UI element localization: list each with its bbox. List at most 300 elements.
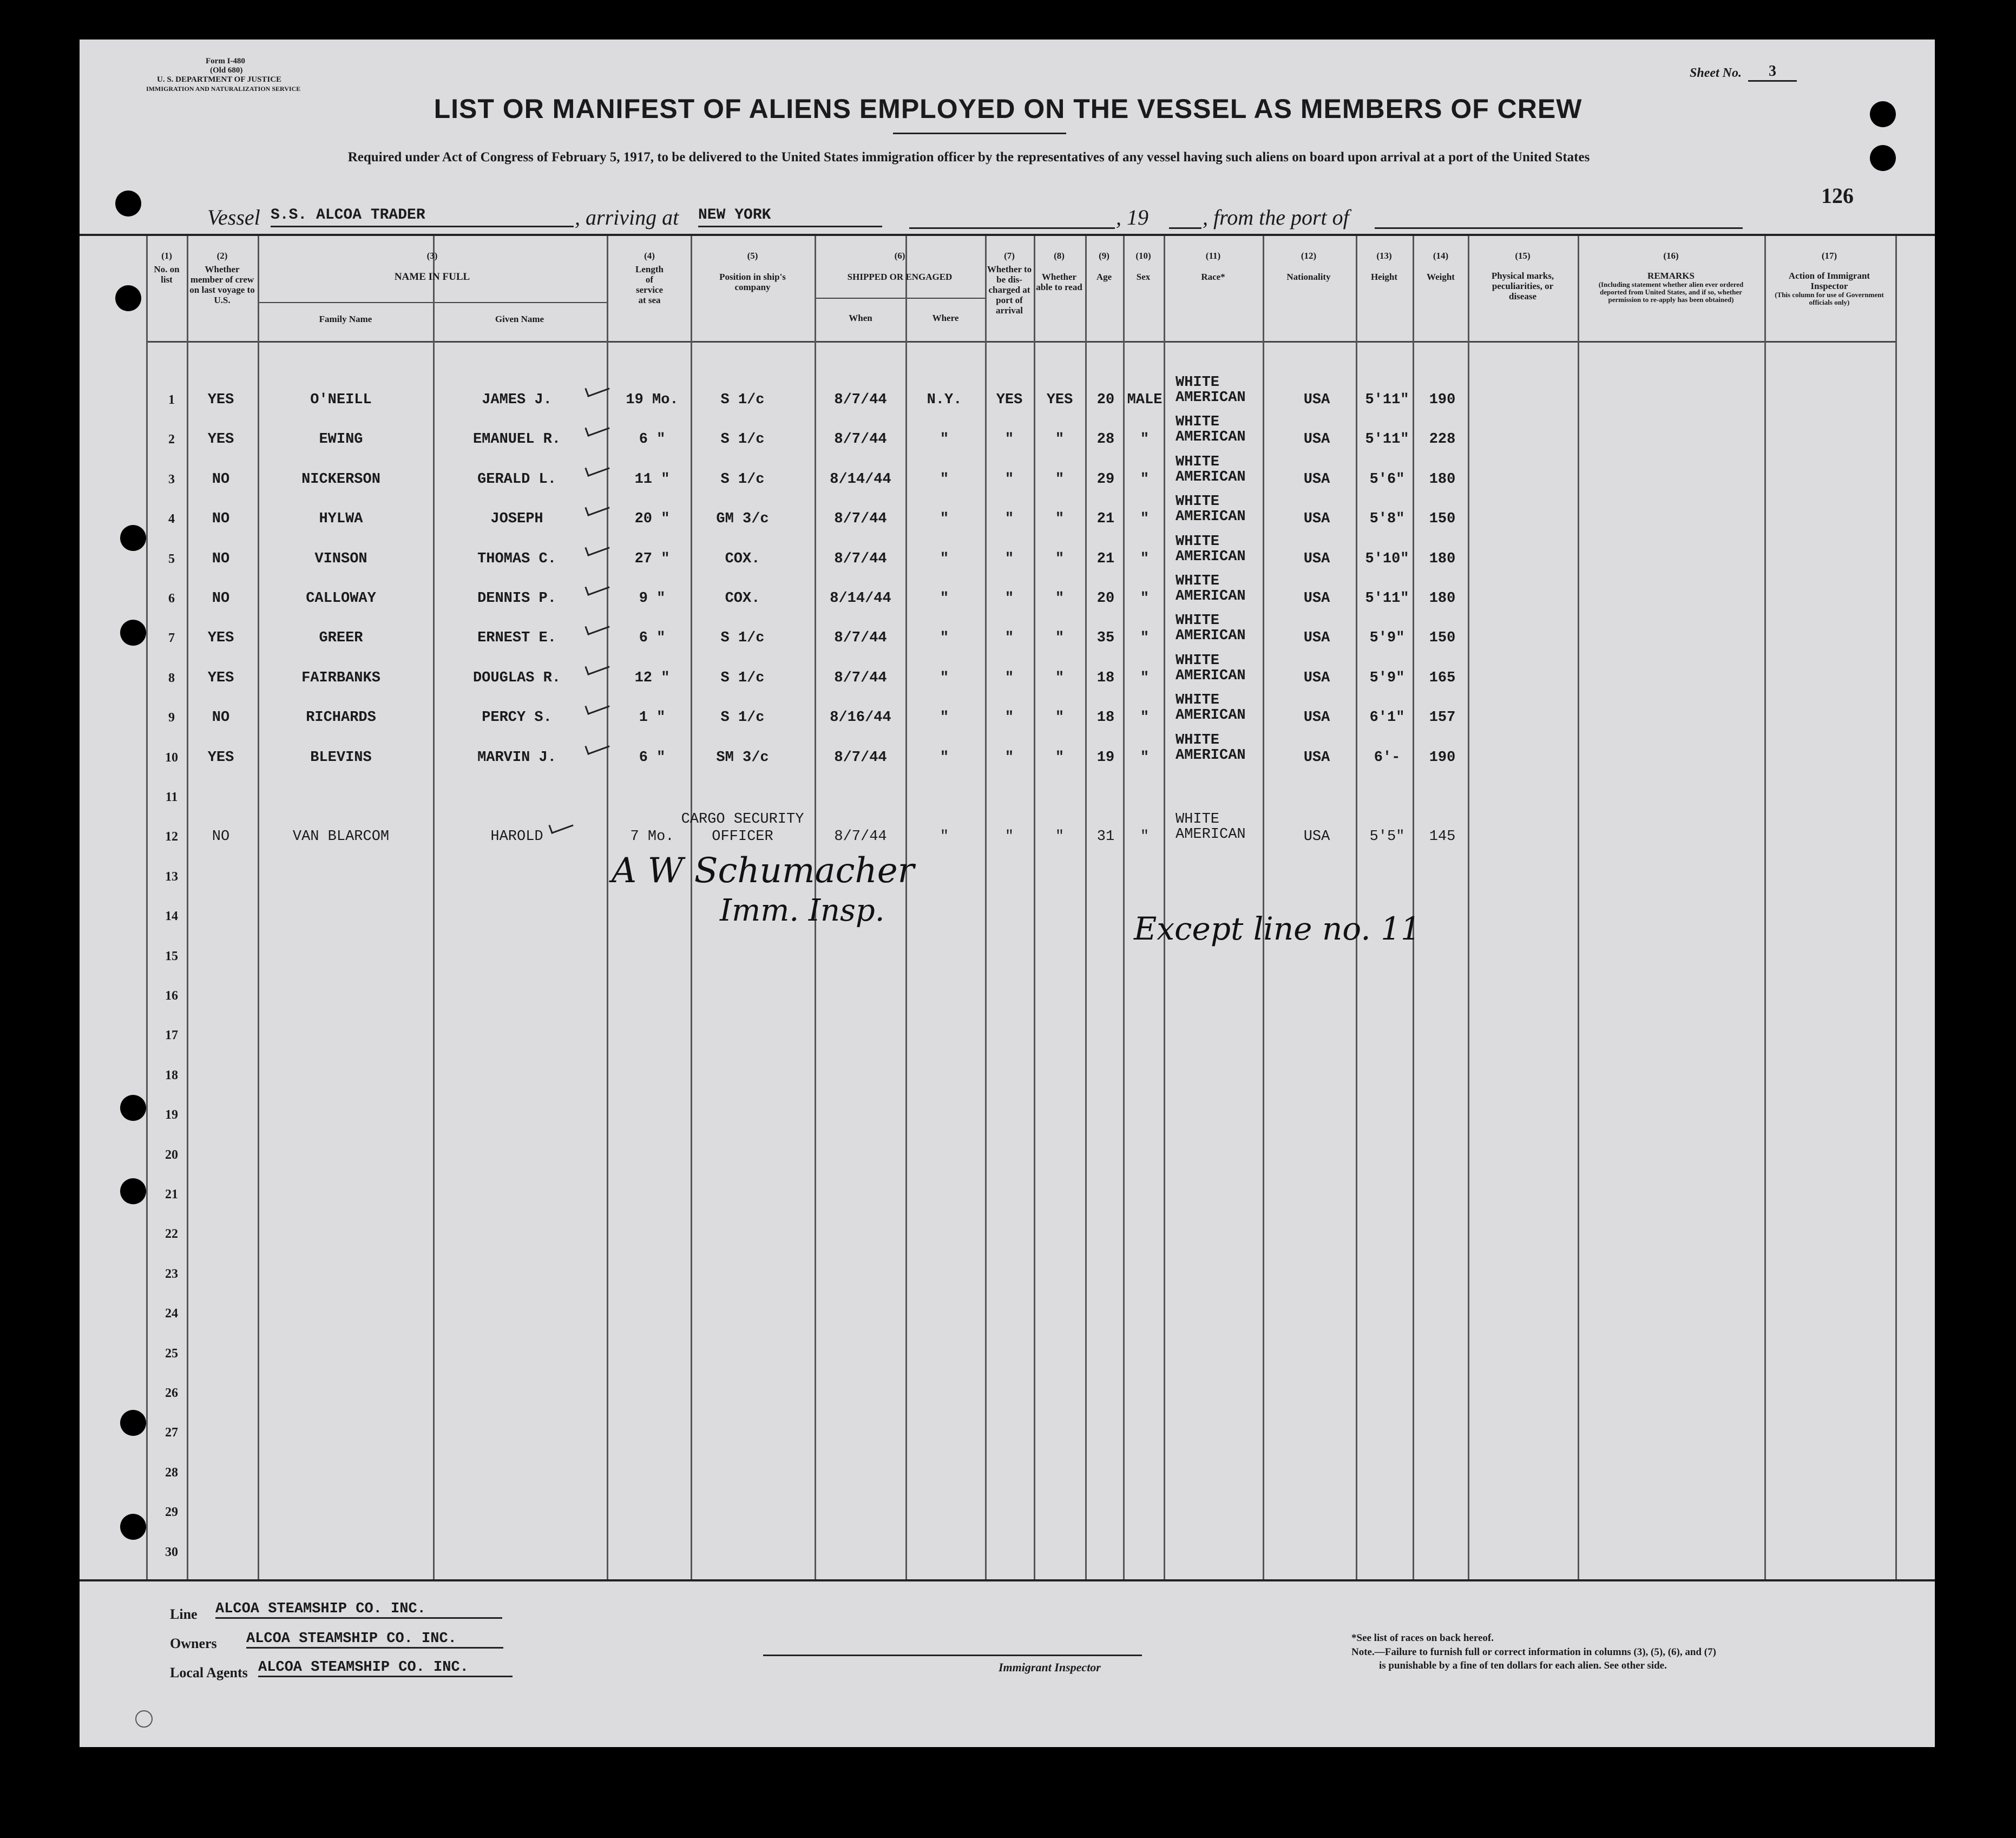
row-number: 21 xyxy=(165,1187,178,1202)
footnote-penalty-cont: is punishable by a fine of ten dollars for each alien. See other side. xyxy=(1379,1660,1667,1671)
nationality-cell: USA xyxy=(1303,471,1330,488)
position-cell: S 1/c xyxy=(720,669,765,686)
exception-note: Except line no. 11 xyxy=(1134,910,1421,947)
col3a-header: Family Name xyxy=(319,314,372,324)
race-cell-line2: AMERICAN xyxy=(1176,707,1246,724)
member-cell: NO xyxy=(212,590,230,607)
page-title: LIST OR MANIFEST OF ALIENS EMPLOYED ON THE VESSEL AS MEMBERS OF CREW xyxy=(434,94,1582,124)
column-rule xyxy=(1578,236,1579,1579)
col6-label: SHIPPED OR ENGAGED xyxy=(847,272,953,282)
row-number: 1 xyxy=(168,393,175,407)
col1-header xyxy=(150,251,183,285)
shipped-where-cell: " xyxy=(940,749,949,766)
position-cell: S 1/c xyxy=(720,392,765,408)
age-cell: 19 xyxy=(1096,749,1115,766)
shipped-where-cell: " xyxy=(940,669,949,686)
discharged-cell: " xyxy=(1004,710,1014,726)
weight-cell: 180 xyxy=(1429,590,1456,607)
col16-header xyxy=(1578,251,1764,304)
weight-cell: 180 xyxy=(1429,550,1456,567)
col14-header xyxy=(1414,251,1468,282)
race-cell-line2: AMERICAN xyxy=(1176,588,1246,605)
able-to-read-cell: " xyxy=(1055,431,1065,448)
height-cell: 5'11" xyxy=(1365,431,1409,448)
given-name-cell: MARVIN J. xyxy=(477,749,556,766)
year-blank xyxy=(1169,207,1201,229)
nationality-cell: USA xyxy=(1303,392,1330,408)
position-cell: S 1/c xyxy=(720,710,765,726)
member-cell: NO xyxy=(212,829,230,845)
col17-sublabel: (This column for use of Government officials only) xyxy=(1775,291,1884,306)
service-length-cell: 11 " xyxy=(634,471,670,488)
member-cell: NO xyxy=(212,710,230,726)
given-name-cell: JAMES J. xyxy=(482,392,552,408)
discharged-cell: " xyxy=(1004,749,1014,766)
col13-label: Height xyxy=(1370,272,1398,282)
family-name-cell: GREER xyxy=(319,630,363,647)
row-number: 13 xyxy=(165,869,178,884)
line-label: Line xyxy=(170,1606,198,1622)
position-cell: S 1/c xyxy=(720,431,765,448)
race-cell-line2: AMERICAN xyxy=(1176,667,1246,684)
age-cell: 20 xyxy=(1096,392,1115,408)
row-number: 4 xyxy=(168,512,175,527)
col6-num: (6) xyxy=(894,251,905,261)
race-cell-line1: WHITE xyxy=(1176,811,1220,828)
header-bottom-rule xyxy=(146,341,1895,343)
height-cell: 5'9" xyxy=(1369,669,1405,686)
able-to-read-cell: " xyxy=(1055,749,1065,766)
col3-label: NAME IN FULL xyxy=(394,271,470,283)
nationality-cell: USA xyxy=(1303,829,1330,845)
col7-label: Whether to be dis-charged at port of arrival xyxy=(987,264,1032,316)
member-cell: NO xyxy=(212,511,230,528)
col4-header xyxy=(609,251,690,305)
nationality-cell: USA xyxy=(1303,669,1330,686)
age-cell: 35 xyxy=(1096,630,1115,647)
discharged-cell: " xyxy=(1004,550,1014,567)
sex-cell: " xyxy=(1140,829,1150,845)
col7-num: (7) xyxy=(1004,251,1015,261)
row-number: 10 xyxy=(165,750,178,765)
race-cell-line2: AMERICAN xyxy=(1176,826,1246,843)
col14-label: Weight xyxy=(1427,272,1455,282)
discharged-cell: " xyxy=(1004,590,1014,607)
row-number: 16 xyxy=(165,989,178,1003)
weight-cell: 165 xyxy=(1429,669,1456,686)
able-to-read-cell: " xyxy=(1055,829,1065,845)
shipped-when-cell: 8/14/44 xyxy=(830,590,891,607)
shipped-where-cell: " xyxy=(940,550,949,567)
col15-num: (15) xyxy=(1515,251,1531,261)
shipped-where-cell: " xyxy=(940,471,949,488)
name-subheader-rule xyxy=(258,302,607,303)
shipped-where-cell: " xyxy=(940,710,949,726)
position-cell-line1: CARGO SECURITY xyxy=(681,811,804,828)
given-name-cell: JOSEPH xyxy=(490,511,543,528)
from-port-label: , from the port of xyxy=(1203,205,1349,229)
inspector-title: Imm. Insp. xyxy=(720,893,885,928)
position-cell: COX. xyxy=(725,590,760,607)
shipped-where-cell: " xyxy=(940,630,949,647)
col2-header xyxy=(188,251,256,305)
age-cell: 20 xyxy=(1096,590,1115,607)
row-number: 17 xyxy=(165,1028,178,1043)
race-cell-line2: AMERICAN xyxy=(1176,509,1246,526)
sex-cell: " xyxy=(1140,590,1150,607)
position-cell: SM 3/c xyxy=(716,749,769,766)
col6-header xyxy=(815,251,985,282)
col11-label: Race* xyxy=(1201,272,1225,282)
discharged-cell: " xyxy=(1004,829,1014,845)
row-number: 27 xyxy=(165,1426,178,1440)
shipped-when-cell: 8/7/44 xyxy=(834,550,887,567)
col3-header xyxy=(258,251,607,282)
column-rule xyxy=(1895,236,1897,1579)
member-cell: YES xyxy=(207,392,234,408)
column-rule xyxy=(433,236,435,1579)
weight-cell: 228 xyxy=(1429,431,1456,448)
position-cell: S 1/c xyxy=(720,471,765,488)
given-name-cell: THOMAS C. xyxy=(477,550,556,567)
col9-num: (9) xyxy=(1099,251,1109,261)
row-number: 30 xyxy=(165,1545,178,1559)
binder-hole xyxy=(120,525,146,551)
sex-cell: " xyxy=(1140,550,1150,567)
given-name-cell: ERNEST E. xyxy=(477,630,556,647)
weight-cell: 180 xyxy=(1429,471,1456,488)
subtitle: Required under Act of Congress of February 5, 1917, to be delivered to the United States immigration officer by the representatives of any vessel having such aliens on board upon arrival at a port of the United States xyxy=(347,150,1590,165)
col17-header xyxy=(1764,251,1894,306)
row-number: 2 xyxy=(168,432,175,447)
position-cell: S 1/c xyxy=(720,630,765,647)
col11-num: (11) xyxy=(1205,251,1221,261)
race-cell-line1: WHITE xyxy=(1176,652,1220,669)
col2-label: Whether member of crew on last voyage to U.S. xyxy=(189,264,255,305)
given-name-cell: HAROLD xyxy=(490,829,543,845)
col4-num: (4) xyxy=(644,251,655,261)
col17-num: (17) xyxy=(1821,251,1837,261)
col13-num: (13) xyxy=(1376,251,1392,261)
printer-mark xyxy=(135,1710,153,1728)
discharged-cell: " xyxy=(1004,471,1014,488)
inspector-signature: A W Schumacher xyxy=(612,851,915,891)
position-cell: COX. xyxy=(725,550,760,567)
sex-cell: " xyxy=(1140,431,1150,448)
col3-num: (3) xyxy=(426,251,438,261)
able-to-read-cell: " xyxy=(1055,511,1065,528)
weight-cell: 145 xyxy=(1429,829,1456,845)
age-cell: 18 xyxy=(1096,710,1115,726)
family-name-cell: CALLOWAY xyxy=(306,590,376,607)
row-number: 6 xyxy=(168,592,175,606)
shipped-when-cell: 8/7/44 xyxy=(834,669,887,686)
race-cell-line2: AMERICAN xyxy=(1176,429,1246,446)
given-name-cell: PERCY S. xyxy=(482,710,552,726)
line-value: ALCOA STEAMSHIP CO. INC. xyxy=(215,1601,502,1619)
service-length-cell: 19 Mo. xyxy=(626,392,679,408)
row-number: 26 xyxy=(165,1386,178,1400)
family-name-cell: BLEVINS xyxy=(310,749,372,766)
agents-value: ALCOA STEAMSHIP CO. INC. xyxy=(258,1659,513,1677)
sheet-label: Sheet No. xyxy=(1690,66,1742,80)
col4-label: Length of service at sea xyxy=(635,264,664,305)
col5-header xyxy=(692,251,813,292)
row-number: 11 xyxy=(165,790,178,804)
height-cell: 5'6" xyxy=(1369,471,1405,488)
service-length-cell: 12 " xyxy=(634,669,670,686)
form-number: Form I-480 xyxy=(206,57,245,65)
binder-hole xyxy=(120,1178,146,1204)
discharged-cell: " xyxy=(1004,669,1014,686)
race-cell-line1: WHITE xyxy=(1176,613,1220,629)
able-to-read-cell: " xyxy=(1055,590,1065,607)
table-top-rule xyxy=(80,234,1935,236)
height-cell: 5'5" xyxy=(1369,829,1405,845)
col8-header xyxy=(1035,251,1083,292)
race-cell-line2: AMERICAN xyxy=(1176,390,1246,406)
able-to-read-cell: " xyxy=(1055,471,1065,488)
race-cell-line1: WHITE xyxy=(1176,414,1220,431)
shipped-when-cell: 8/7/44 xyxy=(834,749,887,766)
age-cell: 18 xyxy=(1096,669,1115,686)
col12-num: (12) xyxy=(1301,251,1317,261)
shipped-when-cell: 8/7/44 xyxy=(834,630,887,647)
service-length-cell: 27 " xyxy=(634,550,670,567)
discharged-cell: " xyxy=(1004,630,1014,647)
race-cell-line2: AMERICAN xyxy=(1176,548,1246,565)
row-number: 22 xyxy=(165,1227,178,1242)
race-cell-line1: WHITE xyxy=(1176,454,1220,470)
member-cell: YES xyxy=(207,630,234,647)
race-cell-line1: WHITE xyxy=(1176,533,1220,550)
nationality-cell: USA xyxy=(1303,511,1330,528)
form-old-number: (Old 680) xyxy=(210,66,243,75)
race-cell-line2: AMERICAN xyxy=(1176,747,1246,764)
binder-hole xyxy=(1870,145,1896,171)
col6a-header: When xyxy=(849,313,872,323)
given-name-cell: DOUGLAS R. xyxy=(472,669,561,686)
sex-cell: " xyxy=(1140,630,1150,647)
shipped-where-cell: " xyxy=(940,590,949,607)
discharged-cell: " xyxy=(1004,431,1014,448)
col10-header xyxy=(1123,251,1164,282)
shipped-when-cell: 8/7/44 xyxy=(834,431,887,448)
age-cell: 29 xyxy=(1096,471,1115,488)
row-number: 18 xyxy=(165,1068,178,1082)
age-cell: 21 xyxy=(1096,511,1115,528)
row-number: 28 xyxy=(165,1465,178,1480)
service-length-cell: 1 " xyxy=(639,710,666,726)
given-name-cell: EMANUEL R. xyxy=(472,431,561,448)
race-cell-line1: WHITE xyxy=(1176,375,1220,391)
race-cell-line2: AMERICAN xyxy=(1176,469,1246,485)
sex-cell: " xyxy=(1140,669,1150,686)
race-cell-line1: WHITE xyxy=(1176,732,1220,749)
column-rule xyxy=(1764,236,1766,1579)
family-name-cell: O'NEILL xyxy=(310,392,372,408)
weight-cell: 190 xyxy=(1429,749,1456,766)
height-cell: 5'8" xyxy=(1369,511,1405,528)
age-cell: 21 xyxy=(1096,550,1115,567)
col12-label: Nationality xyxy=(1286,272,1331,282)
member-cell: YES xyxy=(207,669,234,686)
row-number: 12 xyxy=(165,830,178,844)
department: U. S. DEPARTMENT OF JUSTICE xyxy=(157,75,282,84)
service-length-cell: 6 " xyxy=(639,431,666,448)
row-number: 3 xyxy=(168,472,175,487)
age-cell: 31 xyxy=(1096,829,1115,845)
given-name-cell: DENNIS P. xyxy=(477,590,556,607)
member-cell: YES xyxy=(207,749,234,766)
nationality-cell: USA xyxy=(1303,749,1330,766)
weight-cell: 157 xyxy=(1429,710,1456,726)
weight-cell: 150 xyxy=(1429,630,1456,647)
family-name-cell: RICHARDS xyxy=(306,710,376,726)
race-cell-line1: WHITE xyxy=(1176,494,1220,510)
inspector-signature-line xyxy=(763,1655,1142,1656)
binder-hole xyxy=(115,285,141,311)
height-cell: 5'10" xyxy=(1365,550,1409,567)
binder-hole xyxy=(120,1095,146,1121)
arriving-port: NEW YORK xyxy=(698,207,882,227)
able-to-read-cell: " xyxy=(1055,669,1065,686)
row-number: 14 xyxy=(165,909,178,924)
col13-header xyxy=(1356,251,1413,282)
family-name-cell: VINSON xyxy=(314,550,367,567)
able-to-read-cell: " xyxy=(1055,710,1065,726)
col8-num: (8) xyxy=(1054,251,1065,261)
row-number: 29 xyxy=(165,1505,178,1520)
nationality-cell: USA xyxy=(1303,431,1330,448)
shipped-where-cell: " xyxy=(940,829,949,845)
col15-label: Physical marks, peculiarities, or disease xyxy=(1491,271,1554,301)
shipped-when-cell: 8/7/44 xyxy=(834,511,887,528)
owners-label: Owners xyxy=(170,1636,217,1651)
given-name-cell: GERALD L. xyxy=(477,471,556,488)
col1-label: No. on list xyxy=(154,264,180,285)
row-number: 9 xyxy=(168,711,175,725)
col10-num: (10) xyxy=(1135,251,1151,261)
service-length-cell: 7 Mo. xyxy=(630,829,674,845)
family-name-cell: FAIRBANKS xyxy=(301,669,380,686)
col12-header xyxy=(1263,251,1355,282)
shipped-subheader-rule xyxy=(815,298,985,299)
sex-cell: MALE xyxy=(1127,392,1163,408)
col5-label: Position in ship's company xyxy=(719,272,786,292)
shipped-where-cell: " xyxy=(940,511,949,528)
height-cell: 5'11" xyxy=(1365,590,1409,607)
weight-cell: 150 xyxy=(1429,511,1456,528)
family-name-cell: EWING xyxy=(319,431,363,448)
col9-label: Age xyxy=(1096,272,1112,282)
able-to-read-cell: YES xyxy=(1046,392,1073,408)
col1-num: (1) xyxy=(161,251,172,261)
arriving-label: , arriving at xyxy=(575,205,679,229)
owners-value: ALCOA STEAMSHIP CO. INC. xyxy=(246,1631,503,1649)
year-label: , 19 xyxy=(1116,205,1148,229)
vessel-name: S.S. ALCOA TRADER xyxy=(271,207,574,227)
nationality-cell: USA xyxy=(1303,550,1330,567)
page-number: 126 xyxy=(1821,183,1854,208)
height-cell: 5'9" xyxy=(1369,630,1405,647)
binder-hole xyxy=(115,191,141,216)
service-length-cell: 6 " xyxy=(639,630,666,647)
binder-hole xyxy=(120,1514,146,1540)
row-number: 25 xyxy=(165,1346,178,1361)
col8-label: Whether able to read xyxy=(1036,272,1082,292)
col10-label: Sex xyxy=(1136,272,1151,282)
arrival-date-blank xyxy=(909,207,1115,229)
shipped-when-cell: 8/16/44 xyxy=(830,710,891,726)
row-number: 5 xyxy=(168,552,175,566)
sex-cell: " xyxy=(1140,471,1150,488)
row-number: 23 xyxy=(165,1266,178,1281)
age-cell: 28 xyxy=(1096,431,1115,448)
row-number: 24 xyxy=(165,1307,178,1321)
title-rule xyxy=(893,133,1066,134)
sex-cell: " xyxy=(1140,511,1150,528)
shipped-when-cell: 8/7/44 xyxy=(834,829,887,845)
race-cell-line1: WHITE xyxy=(1176,573,1220,589)
race-cell-line1: WHITE xyxy=(1176,692,1220,709)
nationality-cell: USA xyxy=(1303,710,1330,726)
sex-cell: " xyxy=(1140,749,1150,766)
col11-header xyxy=(1164,251,1263,282)
col5-num: (5) xyxy=(747,251,758,261)
member-cell: NO xyxy=(212,471,230,488)
col3b-header: Given Name xyxy=(495,314,544,324)
col14-num: (14) xyxy=(1433,251,1449,261)
table-bottom-rule xyxy=(80,1579,1935,1581)
able-to-read-cell: " xyxy=(1055,630,1065,647)
nationality-cell: USA xyxy=(1303,590,1330,607)
row-number: 7 xyxy=(168,631,175,646)
family-name-cell: NICKERSON xyxy=(301,471,380,488)
service-length-cell: 20 " xyxy=(634,511,670,528)
shipped-where-cell: N.Y. xyxy=(927,392,962,408)
row-number: 19 xyxy=(165,1108,178,1123)
row-number: 20 xyxy=(165,1147,178,1162)
col6b-header: Where xyxy=(932,313,959,323)
inspector-label: Immigrant Inspector xyxy=(999,1660,1101,1674)
height-cell: 6'1" xyxy=(1369,710,1405,726)
service-name: IMMIGRATION AND NATURALIZATION SERVICE xyxy=(146,85,301,93)
sheet-number: 3 xyxy=(1748,63,1797,82)
position-cell: OFFICER xyxy=(712,829,773,845)
service-length-cell: 9 " xyxy=(639,590,666,607)
col15-header xyxy=(1468,251,1578,301)
able-to-read-cell: " xyxy=(1055,550,1065,567)
discharged-cell: YES xyxy=(996,392,1023,408)
col2-num: (2) xyxy=(216,251,228,261)
discharged-cell: " xyxy=(1004,511,1014,528)
shipped-when-cell: 8/14/44 xyxy=(830,471,891,488)
race-cell-line2: AMERICAN xyxy=(1176,628,1246,645)
height-cell: 5'11" xyxy=(1365,392,1409,408)
shipped-where-cell: " xyxy=(940,431,949,448)
col16-num: (16) xyxy=(1663,251,1679,261)
vessel-label: Vessel xyxy=(207,205,260,229)
height-cell: 6'- xyxy=(1374,749,1401,766)
col7-header xyxy=(985,251,1034,316)
col17-label: Action of Immigrant Inspector xyxy=(1788,271,1870,291)
sex-cell: " xyxy=(1140,710,1150,726)
row-number: 8 xyxy=(168,671,175,685)
position-cell: GM 3/c xyxy=(716,511,769,528)
nationality-cell: USA xyxy=(1303,630,1330,647)
footnote-races: *See list of races on back hereof. xyxy=(1351,1632,1494,1644)
